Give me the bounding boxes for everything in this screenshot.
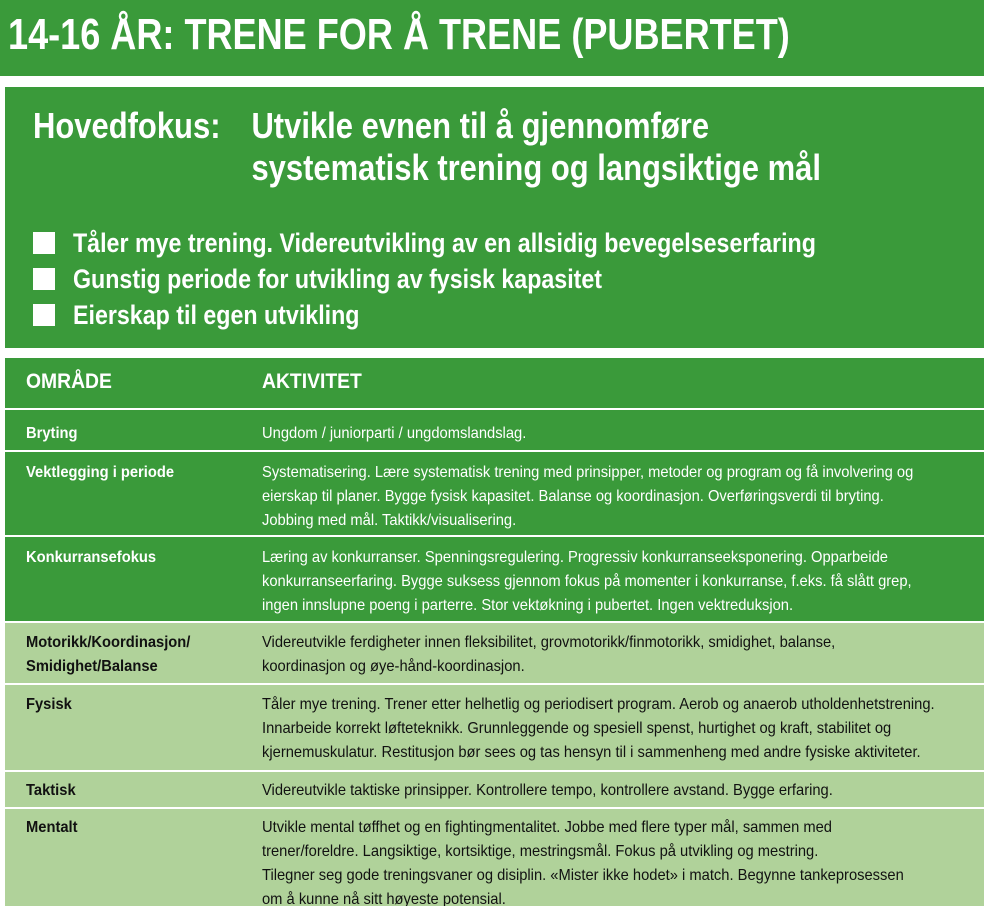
column-header-activity: AKTIVITET [262,370,362,393]
area-line: Taktisk [26,782,76,799]
focus-bullet-text: Tåler mye trening. Videreutvikling av en allsidig bevegelseserfaring [73,227,816,258]
activity-line: Tåler mye trening. Trener etter helhetlig og periodisert program. Aerob og anaerob utholdenhetstrening. [262,696,935,713]
activity-cell [262,631,970,679]
focus-bullet [33,225,937,261]
table-row-konkurransefokus [5,535,984,621]
title-bar [0,0,984,76]
area-cell [26,693,72,717]
activity-line: kjernemuskulatur. Restitusjon bør sees og tas hensyn til i sammenheng med andre fysiske aktiviteter. [262,744,921,761]
area-line: Motorikk/Koordinasjon/ [26,634,191,651]
table-row-fysisk [5,683,984,770]
area-cell [26,461,174,485]
activity-line: Jobbing med mål. Taktikk/visualisering. [262,512,517,529]
activity-line: trener/foreldre. Langsiktige, kortsiktige, mestringsmål. Fokus på utvikling og mestring. [262,843,819,860]
area-cell [26,816,78,840]
square-bullet-icon [33,232,55,254]
activity-line: Tilegner seg gode treningsvaner og disiplin. «Mister ikke hodet» i match. Begynne tankeprosessen [262,867,904,884]
activity-cell [262,816,970,906]
area-cell [26,631,190,679]
activity-line: Systematisering. Lære systematisk trening med prinsipper, metoder og program og få involvering og [262,464,914,481]
activity-line: konkurranseerfaring. Bygge suksess gjennom fokus på momenter i konkurranse, f.eks. få slått grep, [262,573,912,590]
focus-bullet-list [33,225,937,333]
table-row-motorikk [5,621,984,683]
activity-line: Ungdom / juniorparti / ungdomslandslag. [262,425,527,442]
area-cell [26,546,156,570]
area-cell [26,779,76,803]
activity-cell [262,546,970,618]
table-row-vektlegging [5,450,984,535]
activity-line: eierskap til planer. Bygge fysisk kapasitet. Balanse og koordinasjon. Overføringsverdi til bryting. [262,488,884,505]
activity-line: om å kunne nå sitt høyeste potensial. [262,891,506,906]
main-focus-line-2: systematisk trening og langsiktige mål [251,147,821,188]
activity-line: Utvikle mental tøffhet og en fightingmentalitet. Jobbe med flere typer mål, sammen med [262,819,832,836]
area-line: Konkurransefokus [26,549,157,566]
area-line: Bryting [26,425,78,442]
main-focus-box [5,87,984,348]
focus-bullet [33,297,937,333]
activity-line: Videreutvikle ferdigheter innen fleksibilitet, grovmotorikk/finmotorikk, smidighet, balanse, [262,634,836,651]
table-row-bryting [5,408,984,450]
table-header-row [5,358,984,408]
area-line: Vektlegging i periode [26,464,175,481]
main-focus-label: Hovedfokus: [33,105,221,146]
main-focus-line-1: Utvikle evnen til å gjennomføre [251,105,710,146]
activity-line: Videreutvikle taktiske prinsipper. Kontrollere tempo, kontrollere avstand. Bygge erfaring. [262,782,833,799]
square-bullet-icon [33,268,55,290]
activity-line: ingen innslupne poeng i parterre. Stor vektøkning i pubertet. Ingen vektreduksjon. [262,597,794,614]
activity-cell [262,779,970,803]
area-line: Mentalt [26,819,78,836]
area-cell [26,422,78,446]
table-row-taktisk [5,770,984,807]
column-header-area: OMRÅDE [26,370,112,393]
activity-cell [262,422,970,446]
area-line: Fysisk [26,696,72,713]
square-bullet-icon [33,304,55,326]
activity-cell [262,693,970,765]
activity-cell [262,461,970,533]
focus-bullet [33,261,937,297]
focus-bullet-text: Gunstig periode for utvikling av fysisk kapasitet [73,263,603,294]
focus-bullet-text: Eierskap til egen utvikling [73,299,360,330]
page-title: 14-16 ÅR: TRENE FOR Å TRENE (PUBERTET) [8,10,790,59]
area-line: Smidighet/Balanse [26,658,158,675]
training-table [5,358,984,906]
activity-line: koordinasjon og øye-hånd-koordinasjon. [262,658,525,675]
activity-line: Innarbeide korrekt løfteteknikk. Grunnleggende og spesiell spenst, hurtighet og kraft, stabilitet og [262,720,892,737]
activity-line: Læring av konkurranser. Spenningsregulering. Progressiv konkurranseeksponering. Opparbeide [262,549,888,566]
table-row-mentalt [5,807,984,906]
